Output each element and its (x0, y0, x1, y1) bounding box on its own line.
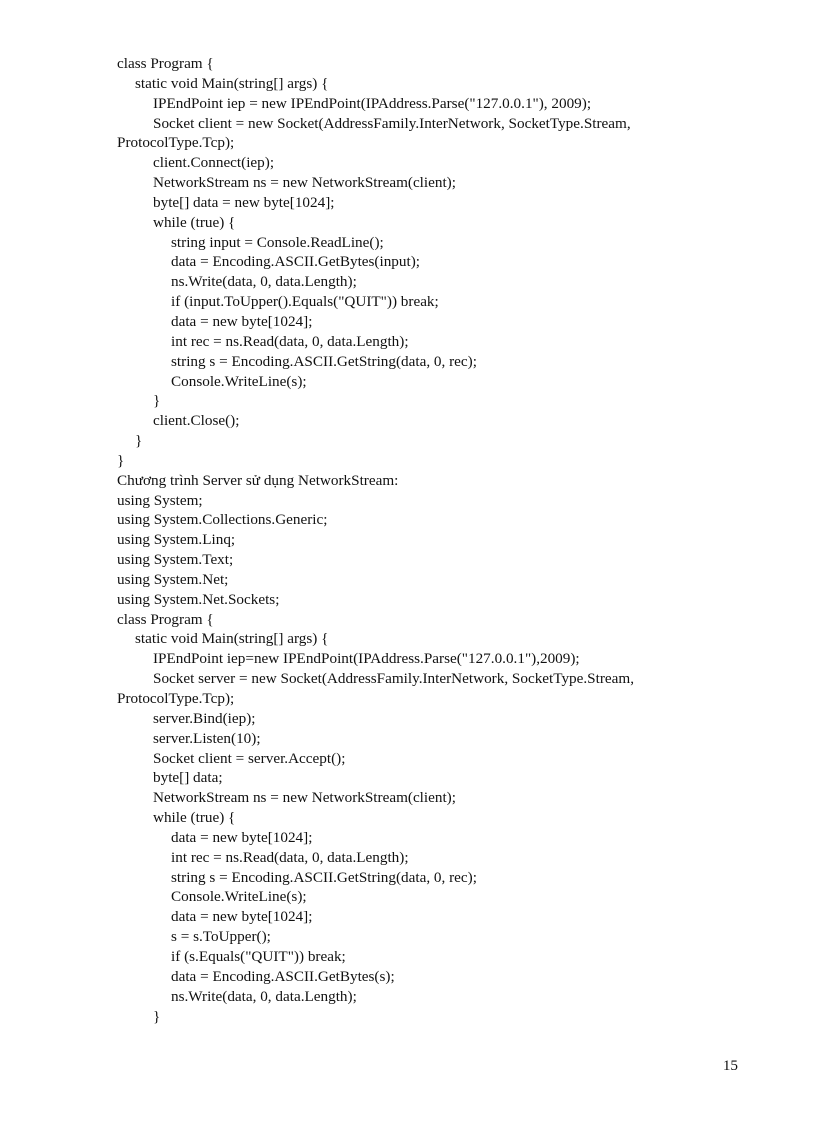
text-line: Socket client = server.Accept(); (153, 749, 346, 767)
text-line: } (135, 432, 143, 450)
text-line: static void Main(string[] args) { (135, 74, 329, 92)
text-line: data = new byte[1024]; (171, 908, 313, 926)
code-listing (117, 54, 737, 1026)
text-line: if (input.ToUpper().Equals("QUIT")) break; (171, 293, 439, 311)
text-line: data = Encoding.ASCII.GetBytes(s); (171, 967, 395, 985)
text-line: NetworkStream ns = new NetworkStream(client); (153, 789, 456, 807)
text-line: while (true) { (153, 213, 236, 231)
text-line: ns.Write(data, 0, data.Length); (171, 987, 357, 1005)
text-line: client.Close(); (153, 412, 240, 430)
text-line: } (117, 451, 125, 469)
text-line: Socket server = new Socket(AddressFamily.InterNetwork, SocketType.Stream, (153, 670, 635, 688)
text-line: NetworkStream ns = new NetworkStream(client); (153, 174, 456, 192)
text-line: ProtocolType.Tcp); (117, 134, 235, 152)
text-line: using System.Text; (117, 551, 234, 569)
text-line: s = s.ToUpper(); (171, 928, 271, 946)
text-line: class Program { (117, 610, 214, 628)
text-line: data = new byte[1024]; (171, 828, 313, 846)
text-line: string s = Encoding.ASCII.GetString(data, 0, rec); (171, 352, 477, 370)
text-line: using System.Net; (117, 570, 229, 588)
text-line: int rec = ns.Read(data, 0, data.Length); (171, 848, 409, 866)
text-line: using System.Net.Sockets; (117, 590, 280, 608)
page-number: 15 (722, 1057, 738, 1074)
text-line: byte[] data; (153, 769, 223, 787)
text-line: byte[] data = new byte[1024]; (153, 193, 335, 211)
text-line: while (true) { (153, 809, 236, 827)
text-line: IPEndPoint iep = new IPEndPoint(IPAddress.Parse("127.0.0.1"), 2009); (153, 94, 592, 112)
text-line: client.Connect(iep); (153, 154, 275, 172)
text-line: int rec = ns.Read(data, 0, data.Length); (171, 332, 409, 350)
text-line: ns.Write(data, 0, data.Length); (171, 273, 357, 291)
text-line: Console.WriteLine(s); (171, 372, 307, 390)
text-line: using System.Linq; (117, 531, 236, 549)
text-line: Socket client = new Socket(AddressFamily.InterNetwork, SocketType.Stream, (153, 114, 631, 132)
text-line: } (153, 1007, 161, 1025)
text-line: Console.WriteLine(s); (171, 888, 307, 906)
text-line: server.Bind(iep); (153, 709, 256, 727)
text-line: string input = Console.ReadLine(); (171, 233, 384, 251)
text-line: } (153, 392, 161, 410)
text-line: class Program { (117, 55, 214, 72)
text-line: IPEndPoint iep=new IPEndPoint(IPAddress.Parse("127.0.0.1"),2009); (153, 650, 580, 668)
text-line: string s = Encoding.ASCII.GetString(data, 0, rec); (171, 868, 477, 886)
text-line: data = Encoding.ASCII.GetBytes(input); (171, 253, 420, 271)
text-line: Chương trình Server sử dụng NetworkStream: (117, 471, 399, 489)
text-line: if (s.Equals("QUIT")) break; (171, 947, 346, 965)
text-line: static void Main(string[] args) { (135, 630, 329, 648)
text-line: ProtocolType.Tcp); (117, 690, 235, 707)
text-line: server.Listen(10); (153, 729, 261, 747)
text-line: using System; (117, 491, 203, 509)
text-line: using System.Collections.Generic; (117, 511, 328, 529)
text-line: data = new byte[1024]; (171, 312, 313, 330)
